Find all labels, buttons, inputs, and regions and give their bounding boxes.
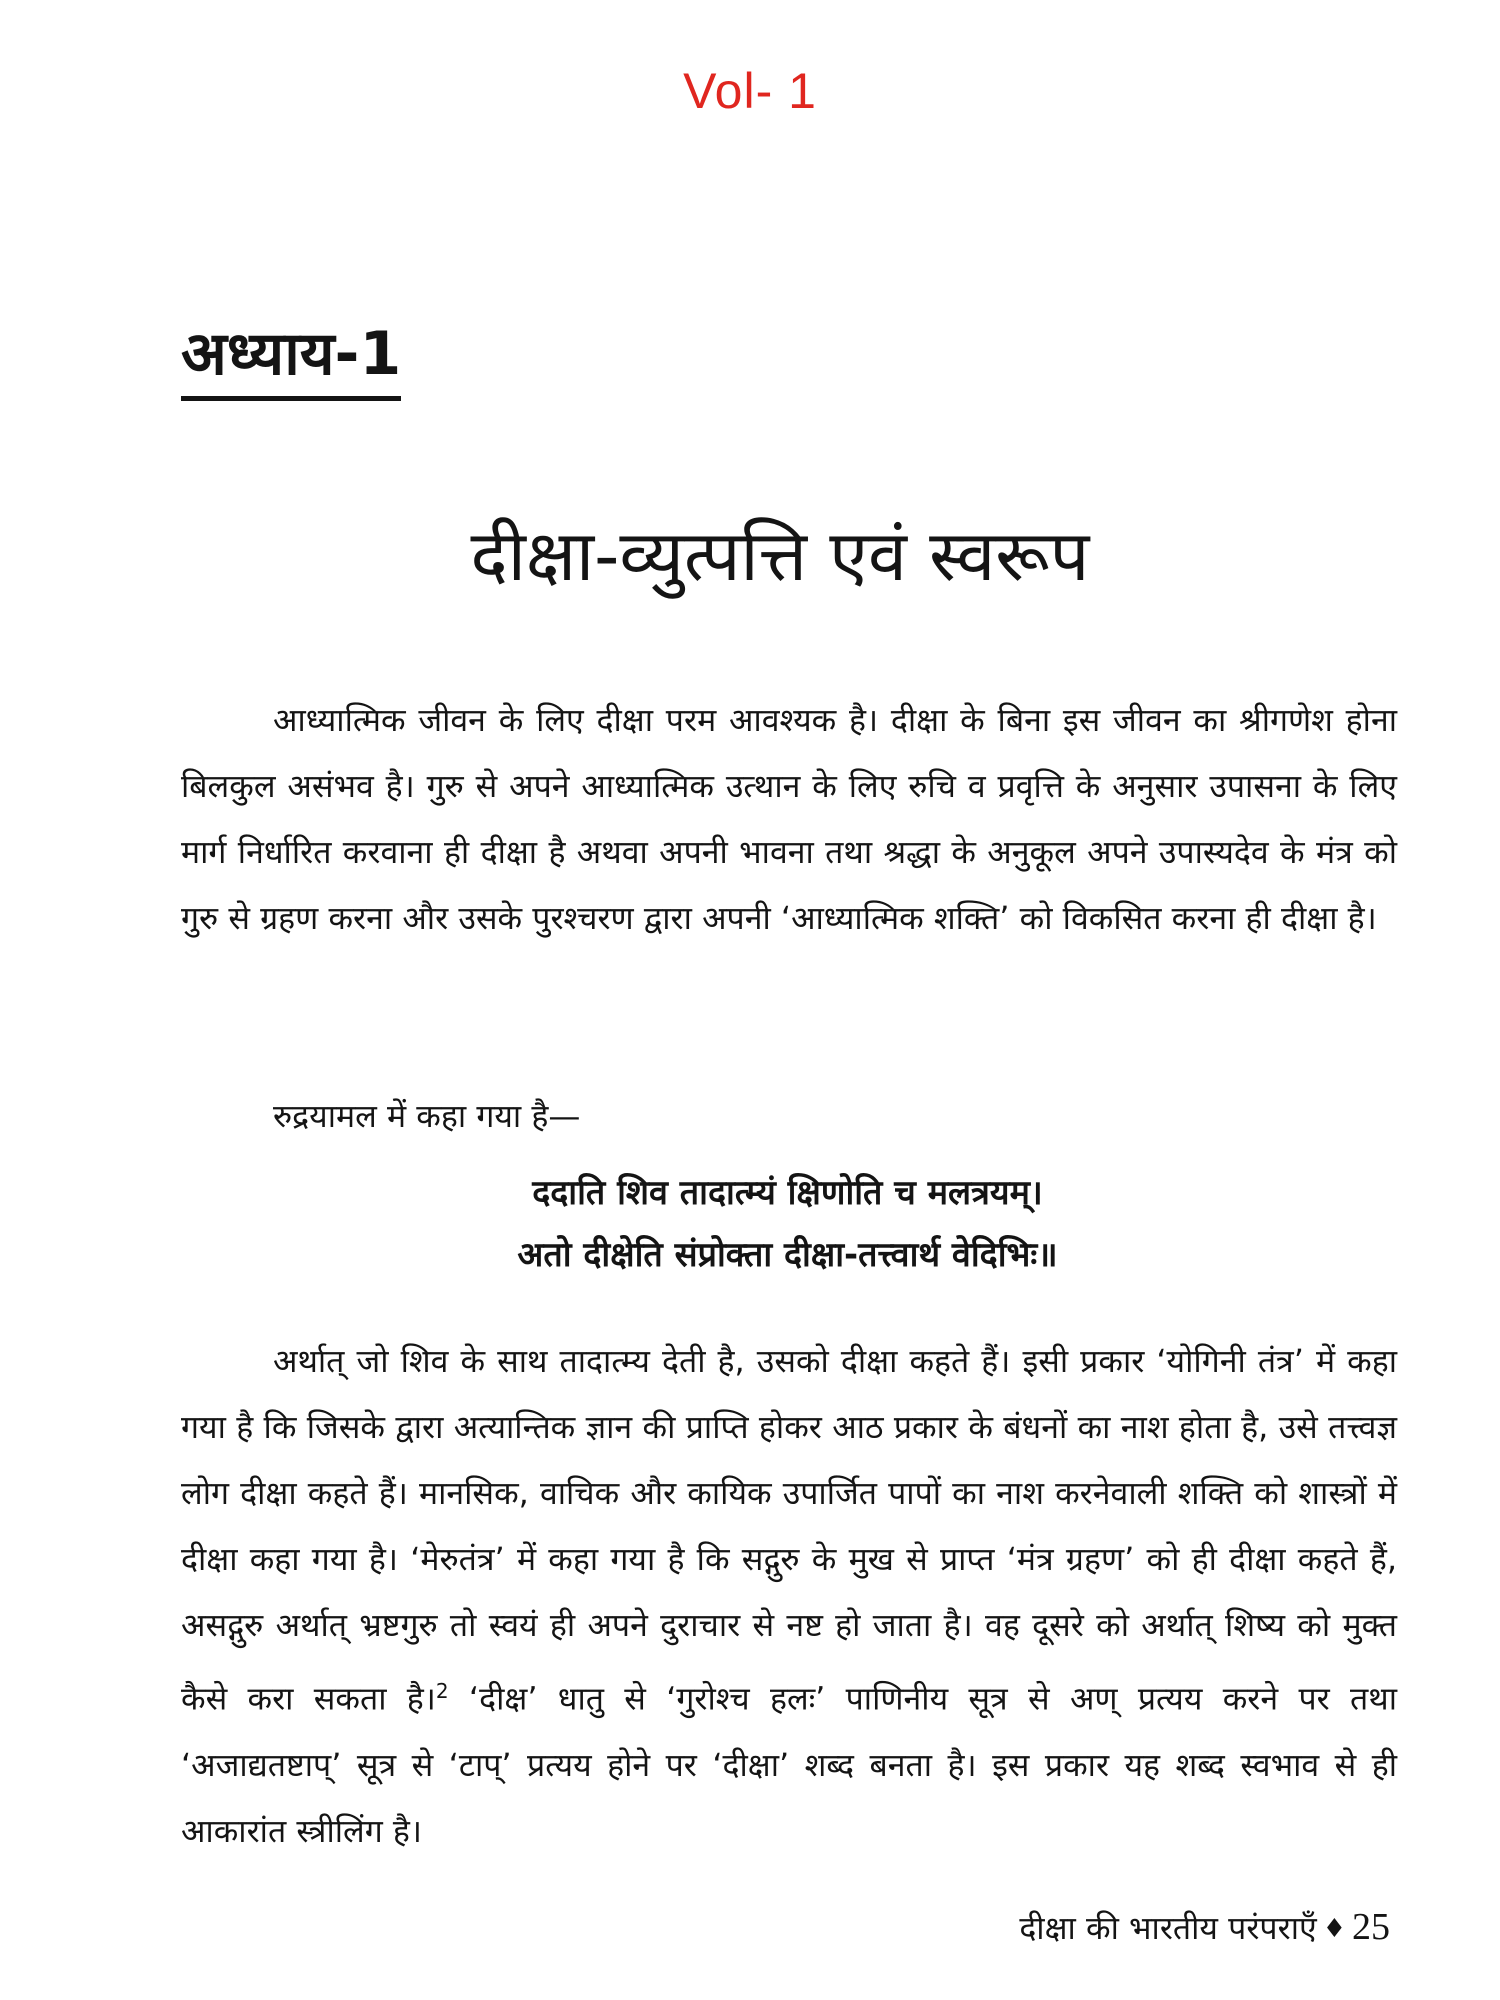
paragraph-3 [181, 1328, 1397, 1864]
volume-label: Vol- 1 [683, 63, 817, 119]
verse-line-2: अतो दीक्षेति संप्रोक्ता दीक्षा-तत्त्वार्थ वेदिभिः॥ [517, 1235, 1058, 1275]
footnote-marker: 2 [435, 1679, 449, 1703]
paragraph-1: आध्यात्मिक जीवन के लिए दीक्षा परम आवश्यक है। दीक्षा के बिना इस जीवन का श्रीगणेश होना बिलकुल असंभव है। गुरु से अपने आध्यात्मिक उत्थान के लिए रुचि व प्रवृत्ति के अनुसार उपासना के लिए मार्ग निर्धारित करवाना ही दीक्षा है अथवा अपनी भावना तथा श्रद्धा के अनुकूल अपने उपास्यदेव के मंत्र को गुरु से ग्रहण करना और उसके पुरश्चरण द्वारा अपनी ‘आध्यात्मिक शक्ति’ को विकसित करना ही दीक्षा है। [181, 701, 1397, 937]
verse-intro-container [181, 1083, 1397, 1149]
chapter-heading: अध्याय-1 [181, 318, 401, 401]
paragraph-3-part-2: ‘दीक्ष’ धातु से ‘गुरोश्च हलः’ पाणिनीय सूत्र से अण् प्रत्यय करने पर तथा ‘अजाद्यतष्टाप्’ सूत्र से ‘टाप्’ प्रत्यय होने पर ‘दीक्षा’ शब्द बनता है। इस प्रकार यह शब्द स्वभाव से ही आकारांत स्त्रीलिंग है। [181, 1679, 1397, 1850]
page-number: 25 [1352, 1906, 1390, 1948]
paragraph-1-container [181, 687, 1397, 951]
diamond-separator-icon: ♦ [1322, 1914, 1346, 1944]
chapter-title: दीक्षा-व्युत्पत्ति एवं स्वरूप [470, 515, 1090, 597]
page-footer [1019, 1905, 1390, 1949]
paragraph-3-container [181, 1328, 1397, 1864]
paragraph-3-part-1: अर्थात् जो शिव के साथ तादात्म्य देती है, उसको दीक्षा कहते हैं। इसी प्रकार ‘योगिनी तंत्र’ में कहा गया है कि जिसके द्वारा अत्यान्तिक ज्ञान की प्राप्ति होकर आठ प्रकार के बंधनों का नाश होता है, उसे तत्त्वज्ञ लोग दीक्षा कहते हैं। मानसिक, वाचिक और कायिक उपार्जित पापों का नाश करनेवाली शक्ति को शास्त्रों में दीक्षा कहा गया है। ‘मेरुतंत्र’ में कहा गया है कि सद्गुरु के मुख से प्राप्त ‘मंत्र ग्रहण’ को ही दीक्षा कहते हैं, असद्गुरु अर्थात् भ्रष्टगुरु तो स्वयं ही अपने दुराचार से नष्ट हो जाता है। वह दूसरे को अर्थात् शिष्य को मुक्त कैसे करा सकता है। [181, 1342, 1397, 1718]
verse-line-1: ददाति शिव तादात्म्यं क्षिणोति च मलत्रयम्। [532, 1173, 1043, 1213]
footer-book-title: दीक्षा की भारतीय परंपराएँ [1019, 1909, 1317, 1947]
verse-intro: रुद्रयामल में कहा गया है— [273, 1097, 581, 1135]
